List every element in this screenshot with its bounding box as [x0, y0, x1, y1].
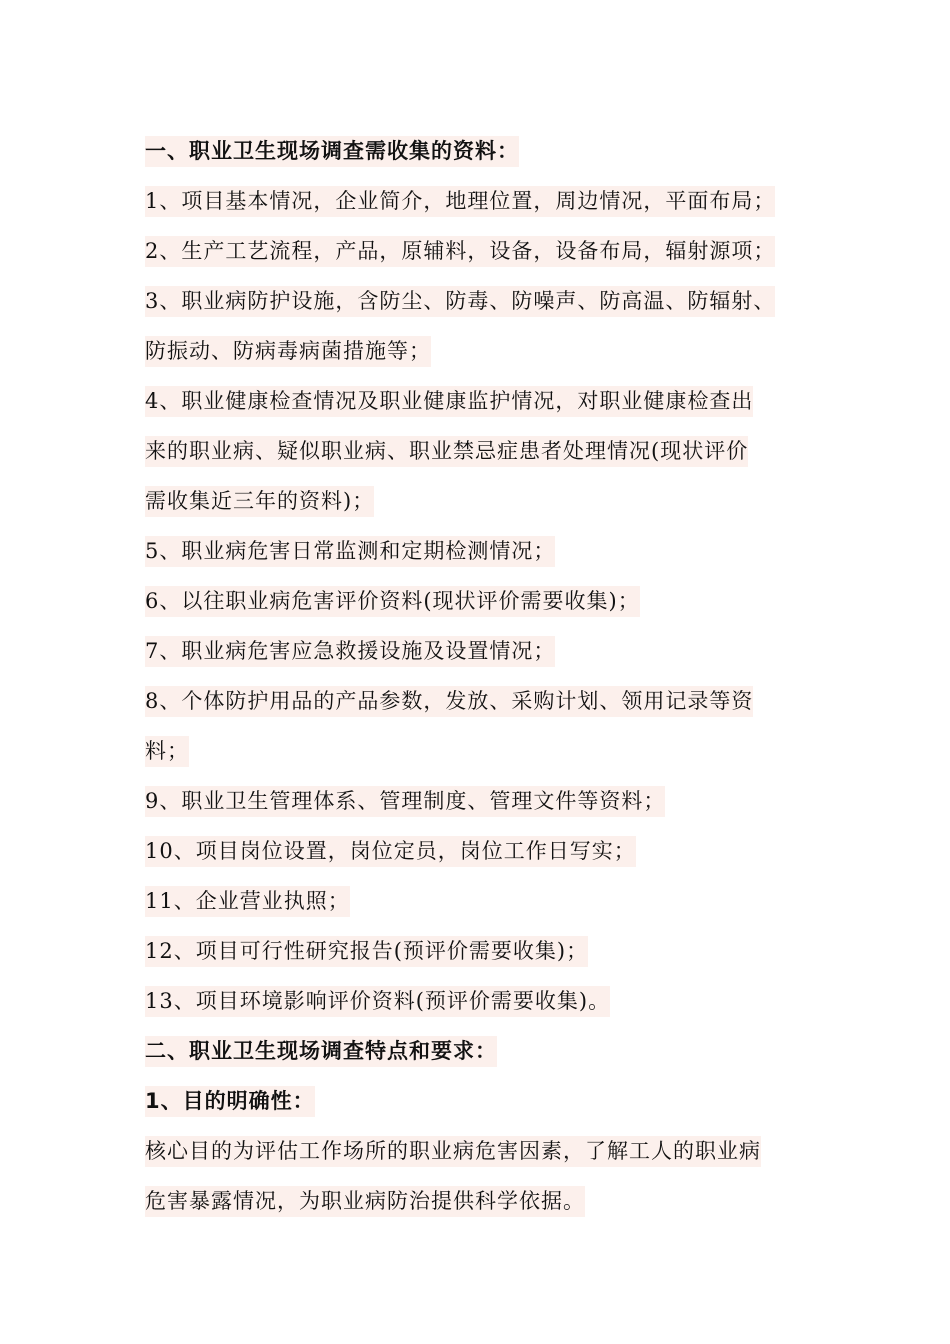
section-2-heading: 二、职业卫生现场调查特点和要求：	[145, 1026, 825, 1076]
section-1-item-1: 1、项目基本情况，企业简介，地理位置，周边情况，平面布局；	[145, 176, 825, 226]
section-1-item-3: 3、职业病防护设施，含防尘、防毒、防噪声、防高温、防辐射、	[145, 276, 825, 326]
section-1-item-12: 12、项目可行性研究报告(预评价需要收集)；	[145, 926, 825, 976]
section-1-item-4-cont-2: 需收集近三年的资料)；	[145, 476, 825, 526]
section-1-item-8: 8、个体防护用品的产品参数，发放、采购计划、领用记录等资	[145, 676, 825, 726]
section-1-heading: 一、职业卫生现场调查需收集的资料：	[145, 126, 825, 176]
section-1-item-3-cont: 防振动、防病毒病菌措施等；	[145, 326, 825, 376]
section-2-paragraph-line-2: 危害暴露情况，为职业病防治提供科学依据。	[145, 1176, 825, 1226]
section-2-subheading: 1、目的明确性：	[145, 1076, 825, 1126]
section-1-item-7: 7、职业病危害应急救援设施及设置情况；	[145, 626, 825, 676]
document-body	[145, 126, 825, 1226]
section-1-item-9: 9、职业卫生管理体系、管理制度、管理文件等资料；	[145, 776, 825, 826]
section-1-item-11: 11、企业营业执照；	[145, 876, 825, 926]
section-1-item-4-cont-1: 来的职业病、疑似职业病、职业禁忌症患者处理情况(现状评价	[145, 426, 825, 476]
section-2-paragraph-line-1: 核心目的为评估工作场所的职业病危害因素，了解工人的职业病	[145, 1126, 825, 1176]
section-1-item-8-cont: 料；	[145, 726, 825, 776]
section-1-item-4: 4、职业健康检查情况及职业健康监护情况，对职业健康检查出	[145, 376, 825, 426]
section-1-item-6: 6、以往职业病危害评价资料(现状评价需要收集)；	[145, 576, 825, 626]
section-1-item-2: 2、生产工艺流程，产品，原辅料，设备，设备布局，辐射源项；	[145, 226, 825, 276]
section-1-item-13: 13、项目环境影响评价资料(预评价需要收集)。	[145, 976, 825, 1026]
section-1-item-10: 10、项目岗位设置，岗位定员，岗位工作日写实；	[145, 826, 825, 876]
section-1-item-5: 5、职业病危害日常监测和定期检测情况；	[145, 526, 825, 576]
